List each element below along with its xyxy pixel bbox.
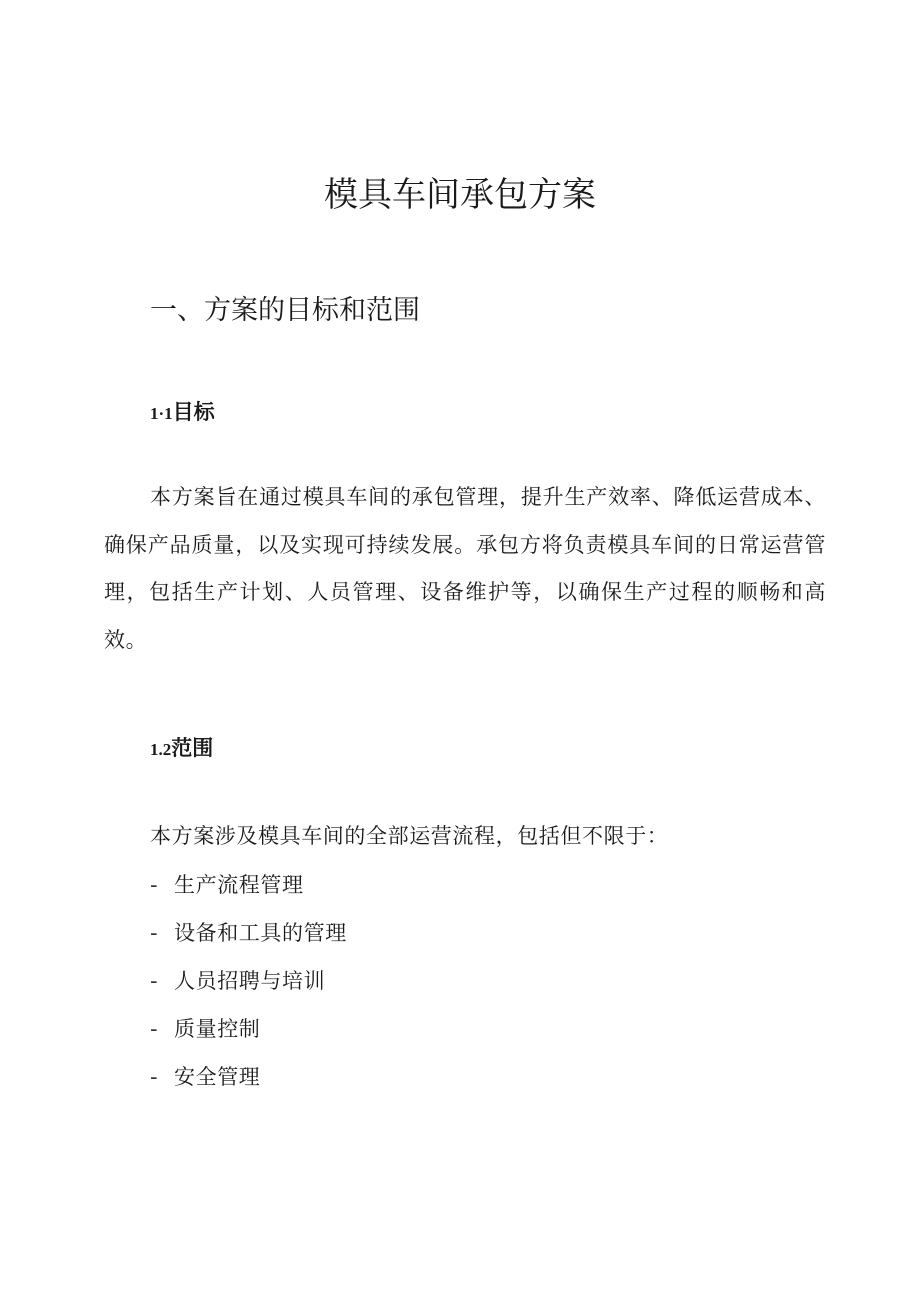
subheading-goal xyxy=(150,397,215,429)
bullet-dash: - xyxy=(150,969,159,993)
document-title: 模具车间承包方案 xyxy=(324,175,596,215)
list-item-text: 人员招聘与培训 xyxy=(174,969,326,993)
subheading-scope-number: 1.2 xyxy=(150,740,172,759)
list-item xyxy=(150,1005,347,1053)
section-heading-goals-scope: 一、方案的目标和范围 xyxy=(150,295,420,326)
list-item xyxy=(150,1053,347,1101)
list-item xyxy=(150,957,347,1005)
list-item-text: 质量控制 xyxy=(174,1017,261,1041)
bullet-dash: - xyxy=(150,1017,159,1041)
list-item-text: 生产流程管理 xyxy=(174,873,304,897)
bullet-dash: - xyxy=(150,921,159,945)
subheading-scope xyxy=(150,733,213,765)
list-item-text: 设备和工具的管理 xyxy=(174,921,347,945)
bullet-dash: - xyxy=(150,873,159,897)
scope-intro-paragraph: 本方案涉及模具车间的全部运营流程，包括但不限于： xyxy=(150,824,669,848)
subheading-scope-label: 范围 xyxy=(171,735,214,760)
scope-list xyxy=(150,861,347,1101)
subheading-goal-label: 目标 xyxy=(172,399,215,424)
subheading-goal-number: 1·1 xyxy=(150,404,173,423)
list-item xyxy=(150,861,347,909)
goal-paragraph: 本方案旨在通过模具车间的承包管理，提升生产效率、降低运营成本、确保产品质量，以及实现可持续发展。承包方将负责模具车间的日常运营管理，包括生产计划、人员管理、设备维护等，以确保生产过程的顺畅和高效。 xyxy=(104,485,826,652)
bullet-dash: - xyxy=(150,1065,159,1089)
list-item xyxy=(150,909,347,957)
list-item-text: 安全管理 xyxy=(174,1065,261,1089)
